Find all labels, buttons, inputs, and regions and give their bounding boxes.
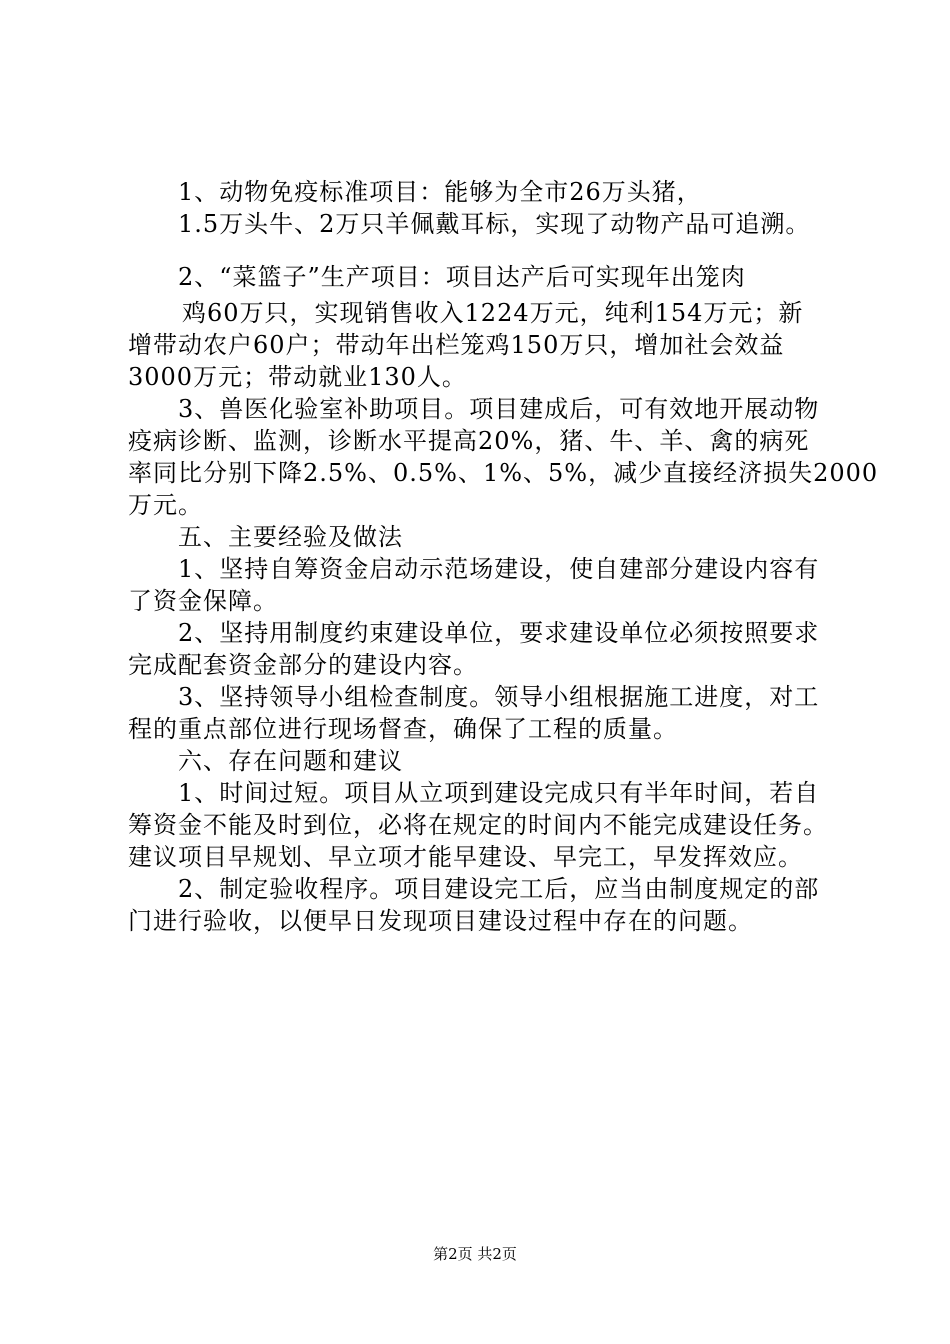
text-line-23: 门进行验收，以便早日发现项目建设过程中存在的问题。 [128,907,753,935]
text-line-20: 筹资金不能及时到位，必将在规定的时间内不能完成建设任务。 [128,811,828,839]
text-line-3: 2、“菜篮子”生产项目：项目达产后可实现年出笼肉 [178,263,746,291]
section-heading-experience: 五、主要经验及做法 [178,523,403,551]
text-line-1: 1、动物免疫标准项目：能够为全市26万头猪， [178,178,702,206]
text-line-7: 3、兽医化验室补助项目。项目建成后，可有效地开展动物 [178,395,820,423]
text-line-9: 率同比分别下降2.5%、0.5%、1%、5%，减少直接经济损失2000 [128,459,879,487]
text-line-17: 程的重点部位进行现场督查，确保了工程的质量。 [128,715,678,743]
text-line-5: 增带动农户60户；带动年出栏笼鸡150万只，增加社会效益 [128,331,785,359]
text-line-10: 万元。 [128,491,203,519]
text-line-16: 3、坚持领导小组检查制度。领导小组根据施工进度，对工 [178,683,820,711]
text-line-13: 了资金保障。 [128,587,278,615]
text-line-14: 2、坚持用制度约束建设单位，要求建设单位必须按照要求 [178,619,820,647]
text-line-8: 疫病诊断、监测，诊断水平提高20%，猪、牛、羊、禽的病死 [128,427,810,455]
text-line-22: 2、制定验收程序。项目建设完工后，应当由制度规定的部 [178,875,820,903]
text-line-21: 建议项目早规划、早立项才能早建设、早完工，早发挥效应。 [128,843,803,871]
text-line-2: 1.5万头牛、2万只羊佩戴耳标，实现了动物产品可追溯。 [178,210,811,238]
text-line-19: 1、时间过短。项目从立项到建设完成只有半年时间，若自 [178,779,820,807]
text-line-15: 完成配套资金部分的建设内容。 [128,651,478,679]
text-line-12: 1、坚持自筹资金启动示范场建设，使自建部分建设内容有 [178,555,820,583]
text-line-4: 鸡60万只，实现销售收入1224万元，纯利154万元；新 [182,299,804,327]
page-footer: 第2页 共2页 [433,1245,517,1263]
section-heading-problems: 六、存在问题和建议 [178,747,403,775]
text-line-6: 3000万元；带动就业130人。 [128,363,467,391]
